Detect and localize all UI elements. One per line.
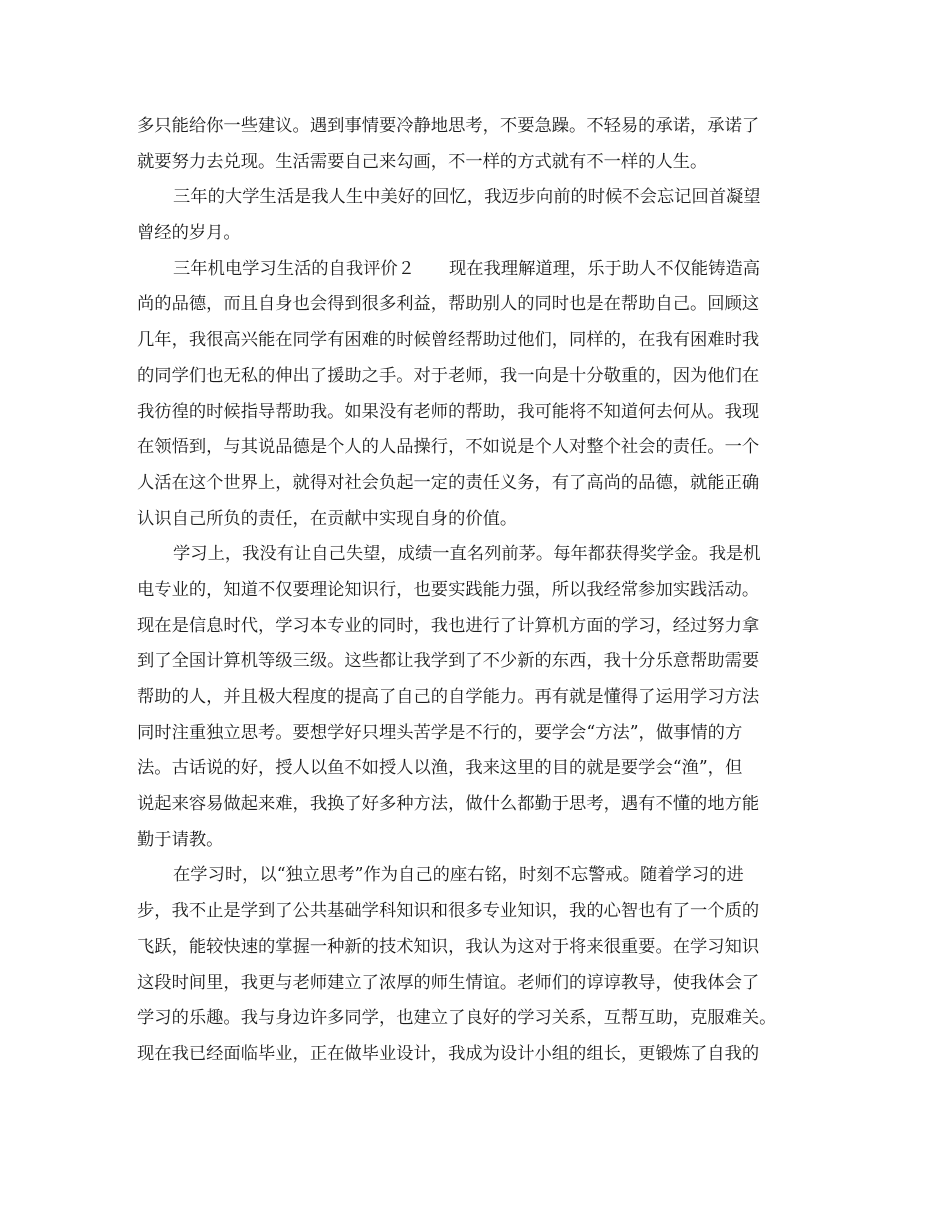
section-heading-line: [137, 252, 827, 288]
text-line: 现在我已经面临毕业，正在做毕业设计，我成为设计小组的组长，更锻炼了自我的: [137, 1043, 760, 1064]
text-line: 曾经的岁月。: [137, 223, 241, 244]
text-line: 法。古话说的好，授人以鱼不如授人以渔，我来这里的目的就是要学会“渔”，但: [137, 758, 743, 779]
text-line: 几年，我很高兴能在同学有困难的时候曾经帮助过他们，同样的，在我有困难时我: [137, 330, 760, 351]
paragraph-start-line: 三年的大学生活是我人生中美好的回忆，我迈步向前的时候不会忘记回首凝望: [173, 187, 761, 208]
section-first-sentence: 现在我理解道理，乐于助人不仅能铸造高: [448, 258, 761, 279]
paragraph-start-line: 学习上，我没有让自己失望，成绩一直名列前茅。每年都获得奖学金。我是机: [173, 544, 761, 565]
text-line: 学习的乐趣。我与身边许多同学，也建立了良好的学习关系，互帮互助，克服难关。: [137, 1008, 777, 1029]
text-line: 到了全国计算机等级三级。这些都让我学到了不少新的东西，我十分乐意帮助需要: [137, 651, 760, 672]
text-line: 就要努力去兑现。生活需要自己来勾画，不一样的方式就有不一样的人生。: [137, 151, 708, 172]
section-heading: 三年机电学习生活的自我评价２: [173, 258, 415, 279]
text-line: 说起来容易做起来难，我换了好多种方法，做什么都勤于思考，遇有不懂的地方能: [137, 794, 760, 815]
text-line: 我彷徨的时候指导帮助我。如果没有老师的帮助，我可能将不知道何去何从。我现: [137, 401, 760, 422]
text-line: 的同学们也无私的伸出了援助之手。对于老师，我一向是十分敬重的，因为他们在: [137, 365, 760, 386]
text-line: 认识自己所负的责任，在贡献中实现自身的价值。: [137, 508, 518, 529]
text-line: 这段时间里，我更与老师建立了浓厚的师生情谊。老师们的谆谆教导，使我体会了: [137, 972, 760, 993]
text-line: 勤于请教。: [137, 829, 224, 850]
text-line: 人活在这个世界上，就得对社会负起一定的责任义务，有了高尚的品德，就能正确: [137, 472, 760, 493]
document-body: [137, 109, 827, 1073]
text-line: 帮助的人，并且极大程度的提高了自己的自学能力。再有就是懂得了运用学习方法: [137, 687, 760, 707]
text-line: 步，我不止是学到了公共基础学科知识和很多专业知识，我的心智也有了一个质的: [137, 901, 760, 922]
text-line: 多只能给你一些建议。遇到事情要冷静地思考，不要急躁。不轻易的承诺，承诺了: [137, 116, 760, 136]
paragraph-start-line: 在学习时，以“独立思考”作为自己的座右铭，时刻不忘警戒。随着学习的进: [173, 865, 744, 886]
text-line: 在领悟到，与其说品德是个人的人品操行，不如说是个人对整个社会的责任。一个: [137, 437, 760, 458]
text-line: 尚的品德，而且自身也会得到很多利益，帮助别人的同时也是在帮助自己。回顾这: [137, 294, 760, 315]
text-line: 飞跃，能较快速的掌握一种新的技术知识，我认为这对于将来很重要。在学习知识: [137, 936, 760, 957]
text-line: 现在是信息时代，学习本专业的同时，我也进行了计算机方面的学习，经过努力拿: [137, 615, 760, 636]
text-line: 同时注重独立思考。要想学好只埋头苦学是不行的，要学会“方法”，做事情的方: [137, 722, 743, 743]
text-line: 电专业的，知道不仅要理论知识行，也要实践能力强，所以我经常参加实践活动。: [137, 579, 760, 600]
